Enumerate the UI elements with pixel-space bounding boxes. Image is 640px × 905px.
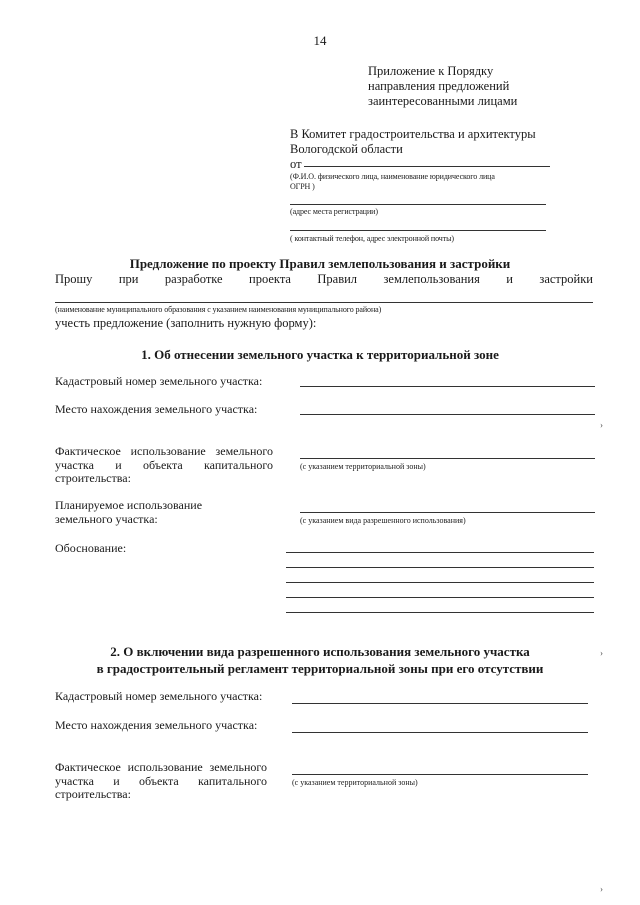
s2-actual-use-label: Фактическое использование земельного участка и объекта капитального строительства: <box>55 760 267 801</box>
annex-line: заинтересованными лицами <box>368 94 518 108</box>
from-input-line[interactable] <box>304 166 550 167</box>
annex-line: Приложение к Порядку <box>368 64 494 78</box>
s2-cadastral-label: Кадастровый номер земельного участка: <box>55 689 263 703</box>
address-input-line[interactable] <box>290 204 546 205</box>
s1-planned-use-input-line[interactable] <box>300 512 595 513</box>
request-line-2: учесть предложение (заполнить нужную форму): <box>55 316 317 330</box>
section2-title-line1: 2. О включении вида разрешенного использования земельного участка <box>110 644 530 659</box>
request-line: Прошу при разработке проекта Правил землепользования и застройки <box>55 272 593 286</box>
from-label: от <box>290 157 302 171</box>
s1-location-input-line[interactable] <box>300 414 595 415</box>
s1-location-label: Место нахождения земельного участка: <box>55 402 258 416</box>
municipality-input-line[interactable] <box>55 302 593 303</box>
document-title: Предложение по проекту Правил землепользования и застройки <box>129 256 511 271</box>
s1-justification-input-line[interactable] <box>286 597 594 598</box>
s1-justification-input-line[interactable] <box>286 552 594 553</box>
s1-justification-input-line[interactable] <box>286 582 594 583</box>
section2-title-line2: в градостроительный регламент территориальной зоны при его отсутствии <box>96 661 544 676</box>
s2-actual-use-input-line[interactable] <box>292 774 588 775</box>
s1-planned-use-hint: (с указанием вида разрешенного использования) <box>300 516 466 525</box>
s1-justification-label: Обоснование: <box>55 541 127 555</box>
s1-justification-input-line[interactable] <box>286 567 594 568</box>
s1-cadastral-label: Кадастровый номер земельного участка: <box>55 374 263 388</box>
s2-actual-use-hint: (с указанием территориальной зоны) <box>292 778 418 787</box>
name-hint: (Ф.И.О. физического лица, наименование юридического лица ОГРН ) <box>290 172 495 191</box>
address-hint: (адрес места регистрации) <box>290 207 378 216</box>
contacts-hint: ( контактный телефон, адрес электронной почты) <box>290 234 454 243</box>
page-number: 14 <box>313 33 327 48</box>
margin-mark: › <box>600 884 603 894</box>
s1-planned-use-label: Планируемое использование земельного участка: <box>55 498 203 526</box>
addressee-line: В Комитет градостроительства и архитектуры <box>290 127 536 141</box>
s1-actual-use-hint: (с указанием территориальной зоны) <box>300 462 426 471</box>
s2-location-input-line[interactable] <box>292 732 588 733</box>
s2-location-label: Место нахождения земельного участка: <box>55 718 258 732</box>
s1-cadastral-input-line[interactable] <box>300 386 595 387</box>
annex-line: направления предложений <box>368 79 510 93</box>
annex-header <box>368 64 517 109</box>
municipality-hint: (наименование муниципального образования с указанием наименования муниципального района) <box>55 305 382 314</box>
s1-justification-input-line[interactable] <box>286 612 594 613</box>
addressee-line: Вологодской области <box>290 142 403 156</box>
s1-actual-use-label: Фактическое использование земельного участка и объекта капитального строительства: <box>55 444 273 485</box>
contacts-input-line[interactable] <box>290 230 546 231</box>
s1-actual-use-input-line[interactable] <box>300 458 595 459</box>
s2-cadastral-input-line[interactable] <box>292 703 588 704</box>
margin-mark: › <box>600 420 603 430</box>
section1-title: 1. Об отнесении земельного участка к территориальной зоне <box>141 347 499 362</box>
margin-mark: › <box>600 648 603 658</box>
